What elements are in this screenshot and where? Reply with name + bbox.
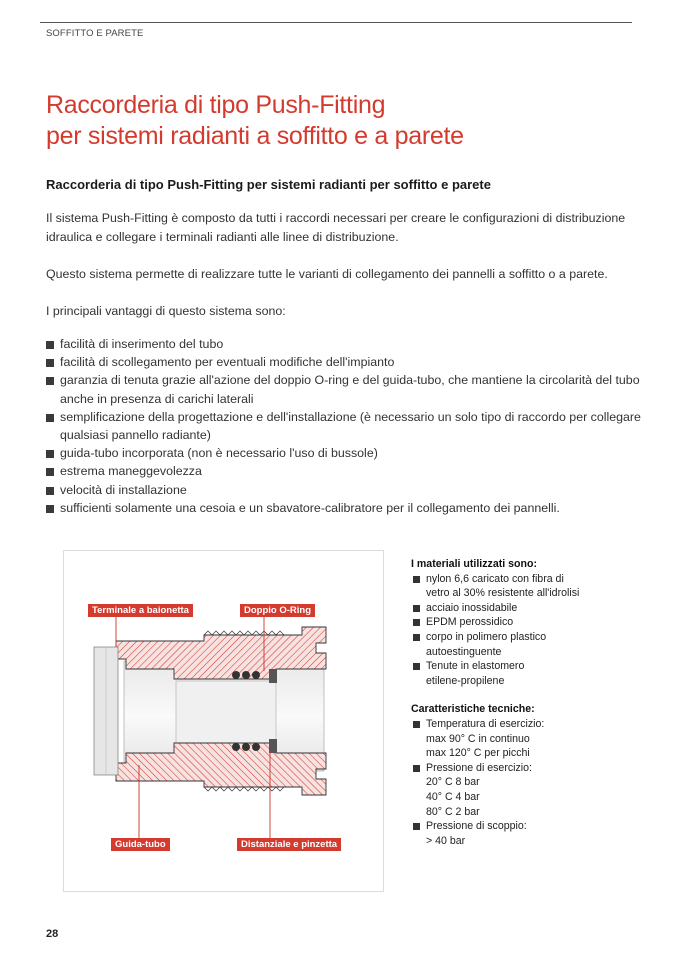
spec-value: 80° C 2 bar (426, 805, 480, 818)
list-item: estrema maneggevolezza (46, 462, 646, 480)
header-rule (40, 22, 632, 23)
list-item-continuation: autoestinguente (426, 645, 502, 658)
bullet-square-icon (46, 450, 54, 458)
list-item: garanzia di tenuta grazie all'azione del doppio O-ring e del guida-tubo, che mantiene la circolarità del tubo anche in presenza di carichi laterali (46, 371, 646, 407)
list-item: sufficienti solamente una cesoia e un sbavatore-calibratore per il collegamento dei pannelli. (46, 499, 646, 517)
list-item: corpo in polimero plastico (411, 630, 651, 645)
list-item: Temperatura di esercizio: (411, 717, 651, 732)
list-item: Tenute in elastomero (411, 659, 651, 674)
specs-panel (411, 557, 651, 848)
list-item: EPDM perossidico (411, 615, 651, 630)
bullet-square-icon (413, 721, 420, 728)
list-item: velocità di installazione (46, 481, 646, 499)
advantages-intro: I principali vantaggi di questo sistema sono: (46, 304, 286, 318)
bullet-square-icon (46, 505, 54, 513)
list-item-continuation: etilene-propilene (426, 674, 505, 687)
bullet-square-icon (46, 414, 54, 422)
bullet-square-icon (413, 663, 420, 670)
bullet-square-icon (46, 468, 54, 476)
label-doppio-oring: Doppio O-Ring (240, 604, 315, 617)
list-item: facilità di inserimento del tubo (46, 335, 646, 353)
list-item: guida-tubo incorporata (non è necessario l'uso di bussole) (46, 444, 646, 462)
intro-paragraph: Il sistema Push-Fitting è composto da tutti i raccordi necessari per creare le configurazioni di distribuzione idraulica e collegare i terminali radianti alle linee di distribuzione. (46, 211, 626, 244)
list-item: Pressione di scoppio: (411, 819, 651, 834)
bullet-square-icon (413, 634, 420, 641)
list-item: Pressione di esercizio: (411, 761, 651, 776)
bullet-square-icon (46, 487, 54, 495)
spec-value: max 90° C in continuo (426, 732, 530, 745)
spec-value: max 120° C per picchi (426, 747, 530, 760)
bullet-square-icon (46, 341, 54, 349)
list-item: facilità di scollegamento per eventuali modifiche dell'impianto (46, 353, 646, 371)
spec-value: 20° C 8 bar (426, 776, 480, 789)
page-title (46, 90, 646, 152)
fitting-cross-section-figure (63, 550, 384, 892)
bullet-square-icon (46, 377, 54, 385)
bullet-square-icon (46, 359, 54, 367)
section-label: SOFFITTO E PARETE (46, 28, 144, 39)
materials-heading: I materiali utilizzati sono: (411, 558, 537, 570)
spec-value: 40° C 4 bar (426, 790, 480, 803)
advantages-list (46, 335, 646, 517)
page-title-line-1: Raccorderia di tipo Push-Fitting (46, 91, 386, 119)
bullet-square-icon (413, 619, 420, 626)
list-item: acciaio inossidabile (411, 601, 651, 616)
list-item: semplificazione della progettazione e dell'installazione (è necessario un solo tipo di raccordo per collegare qualsiasi pannello radiante) (46, 408, 646, 444)
bullet-square-icon (413, 765, 420, 772)
bullet-square-icon (413, 823, 420, 830)
technical-heading: Caratteristiche tecniche: (411, 703, 535, 716)
label-distanziale-pinzetta: Distanziale e pinzetta (237, 838, 341, 851)
label-terminale-baionetta: Terminale a baionetta (88, 604, 193, 617)
list-item-continuation: vetro al 30% resistente all'idrolisi (426, 587, 580, 600)
page-number: 28 (46, 928, 59, 940)
subtitle: Raccorderia di tipo Push-Fitting per sistemi radianti per soffitto e parete (46, 177, 491, 192)
spec-value: > 40 bar (426, 834, 466, 847)
label-guida-tubo: Guida-tubo (111, 838, 170, 851)
page-title-line-2: per sistemi radianti a soffitto e a parete (46, 122, 464, 150)
bullet-square-icon (413, 605, 420, 612)
bullet-square-icon (413, 576, 420, 583)
variants-paragraph: Questo sistema permette di realizzare tutte le varianti di collegamento dei pannelli a soffitto o a parete. (46, 267, 608, 281)
list-item: nylon 6,6 caricato con fibra di (411, 572, 651, 587)
